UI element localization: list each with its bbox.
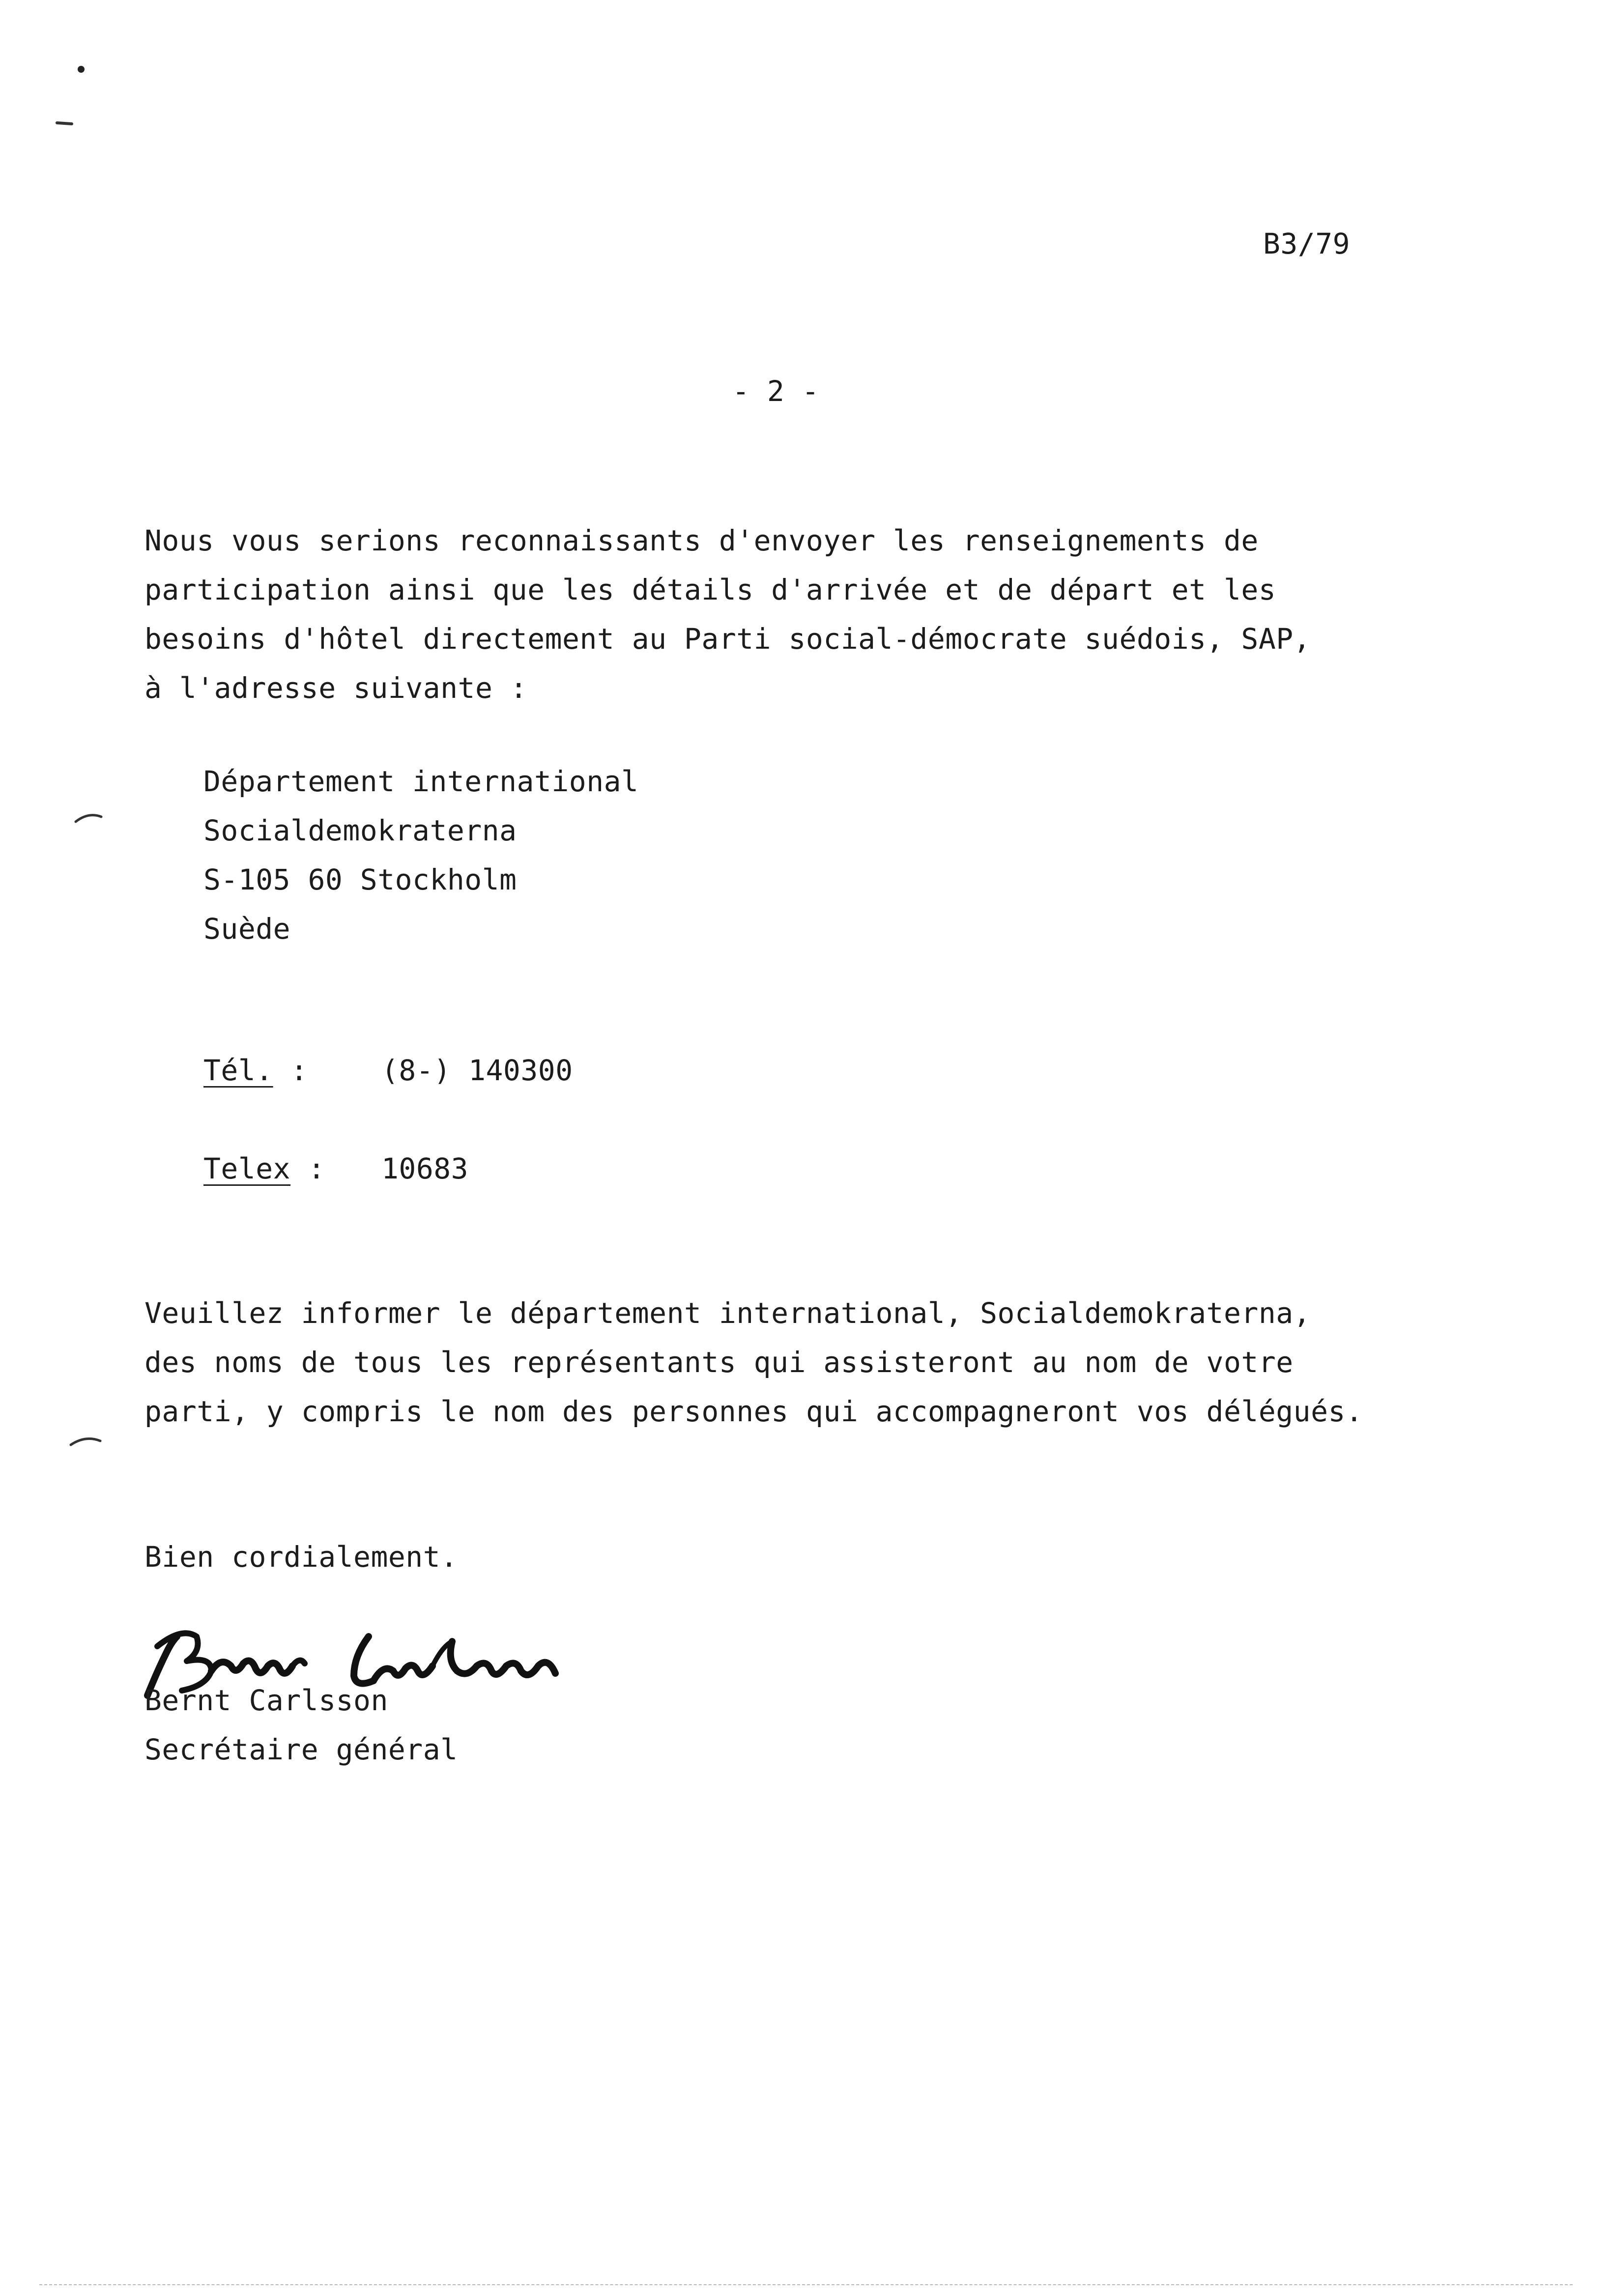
telephone-label-row bbox=[203, 1046, 308, 1095]
signatory-title: Secrétaire général bbox=[144, 1733, 458, 1766]
telex-label: Telex bbox=[203, 1152, 291, 1185]
body-paragraph-1: Nous vous serions reconnaissants d'envoyer les renseignements de participation ainsi que les détails d'arrivée et de départ et les besoins d'hôtel directement au Parti social-démocrate suédois, SAP, à l'adresse suivante : bbox=[144, 524, 1311, 705]
margin-dot-mark bbox=[74, 62, 88, 77]
closing-salutation: Bien cordialement. bbox=[144, 1540, 458, 1574]
body-paragraph-2: Veuillez informer le département international, Socialdemokraterna, des noms de tous les représentants qui assisteront au nom de votre parti, y compris le nom des personnes qui accompagneront vos délégués. bbox=[144, 1296, 1363, 1428]
page-number: - 2 - bbox=[732, 374, 820, 408]
signatory-name: Bernt Carlsson bbox=[144, 1684, 388, 1717]
margin-hole-mark-2 bbox=[69, 1434, 103, 1449]
telephone-number: (8-) 140300 bbox=[381, 1054, 573, 1087]
telephone-separator: : bbox=[273, 1054, 308, 1087]
margin-hole-mark-1 bbox=[74, 811, 103, 826]
document-reference: B3/79 bbox=[1263, 227, 1351, 260]
telex-label-row bbox=[203, 1144, 325, 1193]
bottom-edge-line bbox=[39, 2284, 1573, 2285]
telex-separator: : bbox=[290, 1152, 325, 1185]
telephone-label: Tél. bbox=[203, 1054, 273, 1087]
telex-number: 10683 bbox=[381, 1152, 469, 1185]
mailing-address: Département international Socialdemokraterna S-105 60 Stockholm Suède bbox=[203, 765, 639, 946]
margin-dash-mark bbox=[55, 118, 75, 128]
